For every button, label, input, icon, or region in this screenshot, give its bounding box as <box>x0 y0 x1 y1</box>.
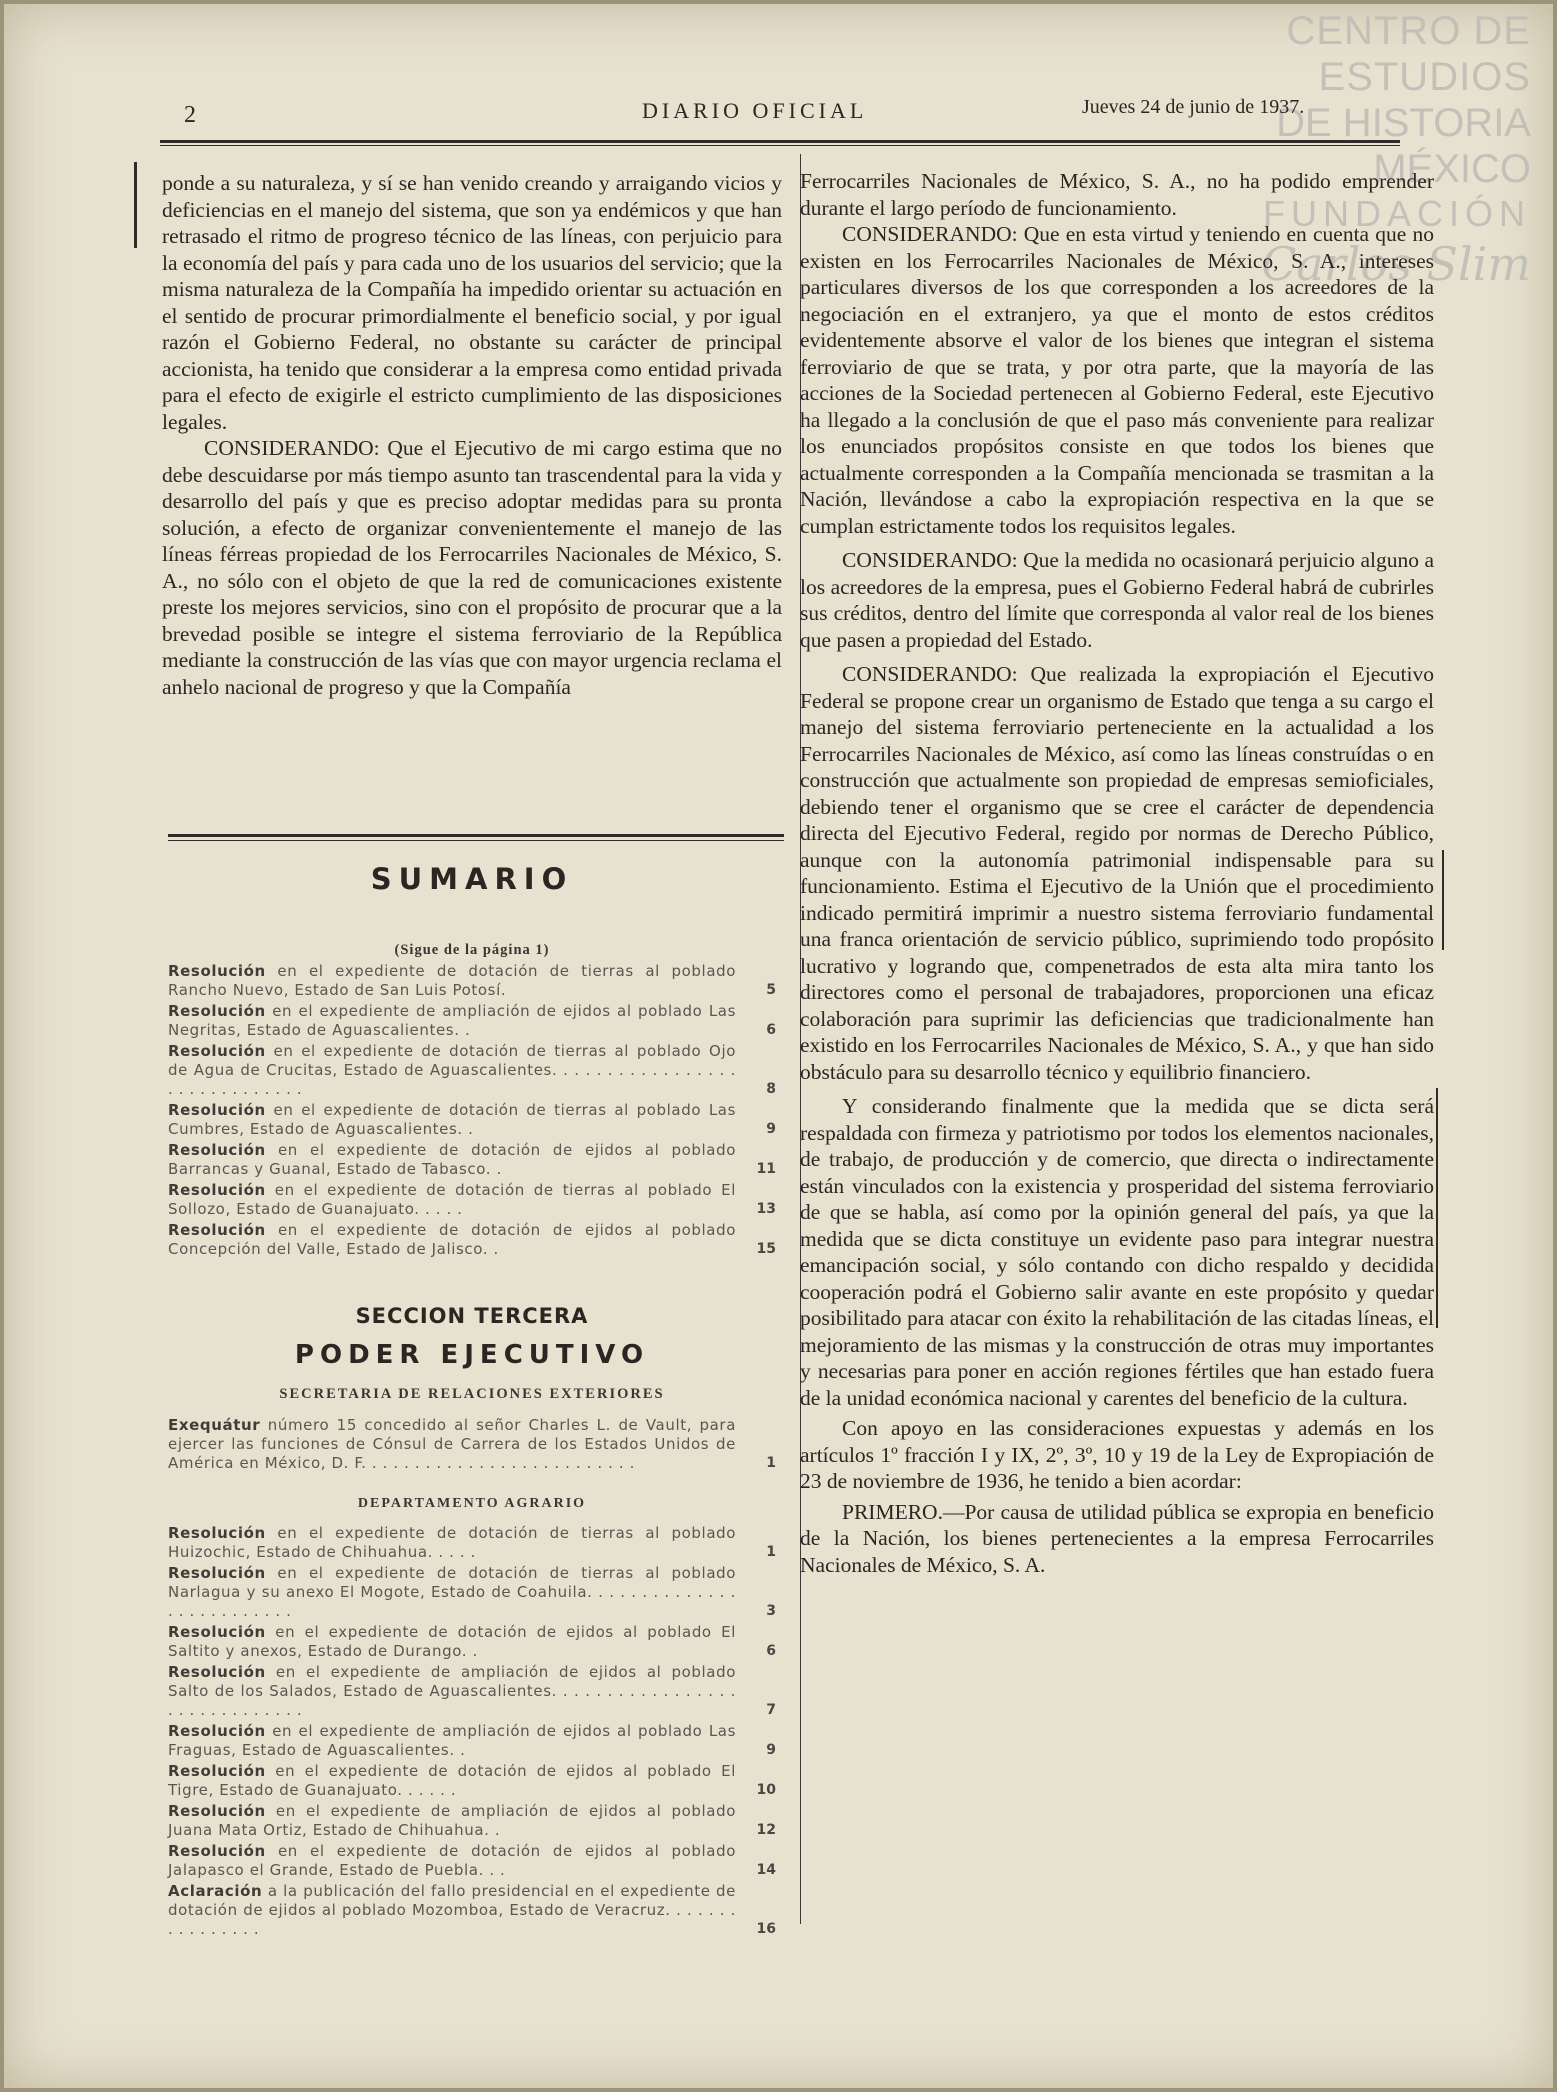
sumario-item: Resolución en el expediente de dotación de tierras al poblado Rancho Nuevo, Estado de San Luis Potosí. 5 <box>168 962 776 999</box>
sumario-item: Exequátur número 15 concedido al señor Charles L. de Vault, para ejercer las funciones de Cónsul de Carrera de los Estados Unidos de América en México, D. F. . . . . . . . . . . . . . . . . . . . . . . . . . 1 <box>168 1416 776 1472</box>
body-paragraph: Con apoyo en las consideraciones expuestas y además en los artículos 1º fracción I y IX, 2º, 3º, 10 y 19 de la Ley de Expropiación de 23 de noviembre de 1936, he tenido a bien acordar: <box>800 1416 1434 1493</box>
body-paragraph: CONSIDERANDO: Que el Ejecutivo de mi cargo estima que no debe descuidarse por más tiempo asunto tan trascendental para la vida y desarrollo del país y que es preciso adoptar medidas para su pronta solución, a efecto de organizar convenientemente el manejo de las líneas férreas propiedad de los Ferrocarriles Nacionales de México, S. A., no sólo con el objeto de que la red de comunicaciones existente preste los mejores servicios, sino con el propósito de procurar que a la brevedad posible se integre el sistema ferroviario de la República mediante la construcción de las vías que con mayor urgencia reclama el anhelo nacional de progreso y que la Compañía <box>162 436 782 699</box>
sumario-item: Resolución en el expediente de dotación de ejidos al poblado Barrancas y Guanal, Estado de Tabasco. . 11 <box>168 1141 776 1178</box>
watermark-line: CENTRO DE <box>1286 9 1531 53</box>
header-rule <box>160 140 1400 143</box>
watermark-line: ESTUDIOS <box>1318 55 1531 99</box>
sumario-list <box>168 962 776 1261</box>
body-paragraph: CONSIDERANDO: Que la medida no ocasionará perjuicio alguno a los acreedores de la empresa, pues el Gobierno Federal habrá de cubrirles sus créditos, dentro del límite que corresponda al valor real de los bienes que pasen a propiedad del Estado. <box>800 548 1434 652</box>
newspaper-title: DIARIO OFICIAL <box>642 98 868 123</box>
sumario-item: Resolución en el expediente de dotación de tierras al poblado Ojo de Agua de Crucitas, Estado de Aguascalientes. . . . . . . . . . . . . . . . . . . . . . . . . . . . . . 8 <box>168 1042 776 1098</box>
body-paragraph: CONSIDERANDO: Que en esta virtud y teniendo en cuenta que no existen en los Ferrocarriles Nacionales de México, S. A., intereses particulares diversos de los que corresponden a los acreedores de la negociación en el extranjero, ya que el monto de estos créditos evidentemente absorve el valor de los bienes que integran el sistema ferroviario de que se trata, y por otra parte, que la mayoría de las acciones de la Sociedad pertenecen al Gobierno Federal, este Ejecutivo ha llegado a la conclusión de que el paso más conveniente para realizar los enunciados propósitos consiste en que todos los bienes que actualmente corresponden a la Compañía mencionada se trasmitan a la Nación, llevándose a cabo la expropiación respectiva en la que se cumplan estrictamente todos los requisitos legales. <box>800 222 1434 538</box>
sumario-item: Resolución en el expediente de dotación de ejidos al poblado El Saltito y anexos, Estado de Durango. . 6 <box>168 1623 776 1660</box>
section-heading: SECCION TERCERA <box>355 1304 589 1328</box>
sumario-item: Resolución en el expediente de ampliación de ejidos al poblado Salto de los Salados, Estado de Aguascalientes. . . . . . . . . . . . . . . . . . . . . . . . . . . . . . 7 <box>168 1663 776 1719</box>
left-column <box>162 170 782 700</box>
sumario-item: Resolución en el expediente de dotación de tierras al poblado El Sollozo, Estado de Guanajuato. . . . . 13 <box>168 1181 776 1218</box>
body-paragraph: Ferrocarriles Nacionales de México, S. A., no ha podido emprender durante el largo período de funcionamiento. <box>800 169 1434 220</box>
margin-pencil-mark <box>134 162 137 248</box>
sumario-item: Resolución en el expediente de ampliación de ejidos al poblado Las Negritas, Estado de Aguascalientes. . 6 <box>168 1002 776 1039</box>
issue-date: Jueves 24 de junio de 1937. <box>1082 96 1305 118</box>
margin-pencil-mark <box>1442 850 1444 950</box>
sumario-rule-thin <box>168 840 784 841</box>
sumario-title: SUMARIO <box>370 862 574 896</box>
sumario-rule <box>168 834 784 837</box>
watermark-line: DE HISTORIA <box>1276 101 1531 145</box>
right-column <box>800 168 1434 1578</box>
body-paragraph: Y considerando finalmente que la medida que se dicta será respaldada con firmeza y patriotismo por todos los elementos nacionales, de trabajo, de producción y de comercio, que directa o indirectamente están vinculados con la existencia y prosperidad del sistema ferroviario de que se habla, así como por la opinión general del país, ya que la medida que se dicta constituye un evidente paso para integrar nuestra emancipación social, y sólo contando con dicho respaldo y decidida cooperación podrá el Gobierno salir avante en este propósito y quedar posibilitado para atacar con éxito la rehabilitación de las citadas líneas, el mejoramiento de las mismas y la construcción de otras muy importantes y necesarias para poner en acción regiones fértiles que han estado fuera de la unidad económica nacional y carentes del beneficio de la cultura. <box>800 1094 1434 1410</box>
watermark-line: FUNDACIÓN <box>1263 193 1531 234</box>
page-header <box>152 94 1392 128</box>
watermark-signature: Carlos Slim <box>1261 237 1531 291</box>
sumario-item: Resolución en el expediente de dotación de ejidos al poblado Concepción del Valle, Estado de Jalisco. . 15 <box>168 1221 776 1258</box>
body-paragraph: CONSIDERANDO: Que realizada la expropiación el Ejecutivo Federal se propone crear un organismo de Estado que tenga a su cargo el manejo del sistema ferroviario perteneciente en la actualidad a los Ferrocarriles Nacionales de México, así como las líneas construídas o en construcción que actualmente son propiedad de empresas semioficiales, debiendo tener el organismo que se cree el carácter de dependencia directa del Ejecutivo Federal, regido por normas de Derecho Público, aunque con la autonomía patrimonial indispensable para su funcionamiento. Estima el Ejecutivo de la Unión que el procedimiento indicado permitirá imprimir a nuestro sistema ferroviario fundamental una franca orientación de servicio público, suprimiendo todo propósito lucrativo y logrando que, compenetrados de esta alta mira tanto los directores como el personal de trabajadores, proporcionen una eficaz colaboración para suprimir las deficiencias que tradicionalmente han existido en los Ferrocarriles Nacionales de México, S. A., y que han sido obstáculo para su desarrollo técnico y equilibrio financiero. <box>800 662 1434 1084</box>
department-heading: DEPARTAMENTO AGRARIO <box>357 1496 587 1511</box>
sumario-item: Resolución en el expediente de dotación de ejidos al poblado El Tigre, Estado de Guanajuato. . . . . . 10 <box>168 1762 776 1799</box>
body-paragraph: ponde a su naturaleza, y sí se han venido creando y arraigando vicios y deficiencias en el manejo del sistema, que son ya endémicos y que han retrasado el ritmo de progreso técnico de las líneas, con perjuicio para la economía del país y para cada uno de los usuarios del servicio; que la misma naturaleza de la Compañía ha impedido orientar su actuación en el sentido de procurar primordialmente el beneficio social, y por igual razón el Gobierno Federal, no obstante su carácter de principal accionista, ha tenido que considerar a la empresa como entidad privada para el efecto de exigirle el estricto cumplimiento de las disposiciones legales. <box>162 171 782 434</box>
body-paragraph: PRIMERO.—Por causa de utilidad pública se expropia en beneficio de la Nación, los bienes pertenecientes a la empresa Ferrocarriles Nacionales de México, S. A. <box>800 1499 1434 1577</box>
margin-pencil-mark <box>1436 1088 1438 1328</box>
sumario-item: Resolución en el expediente de dotación de tierras al poblado Huizochic, Estado de Chihuahua. . . . . 1 <box>168 1524 776 1561</box>
sumario-item: Resolución en el expediente de dotación de ejidos al poblado Jalapasco el Grande, Estado de Puebla. . . 14 <box>168 1842 776 1879</box>
sumario-item: Resolución en el expediente de ampliación de ejidos al poblado Las Fraguas, Estado de Aguascalientes. . 9 <box>168 1722 776 1759</box>
newspaper-page <box>4 4 1553 2088</box>
sumario-subtitle: (Sigue de la página 1) <box>394 942 550 958</box>
department-list <box>168 1524 776 1941</box>
sumario-item: Resolución en el expediente de dotación de tierras al poblado Narlagua y su anexo El Mogote, Estado de Coahuila. . . . . . . . . . . . . . . . . . . . . . . . . . 3 <box>168 1564 776 1620</box>
sumario-item: Aclaración a la publicación del fallo presidencial en el expediente de dotación de ejidos al poblado Mozomboa, Estado de Veracruz. . . . . . . . . . . . . . . . 16 <box>168 1882 776 1938</box>
watermark-line: MÉXICO <box>1373 147 1531 191</box>
header-rule-thin <box>160 145 1400 146</box>
ministry-heading: SECRETARIA DE RELACIONES EXTERIORES <box>279 1386 665 1402</box>
ministry-list <box>168 1416 776 1475</box>
sumario-item: Resolución en el expediente de dotación de tierras al poblado Las Cumbres, Estado de Aguascalientes. . 9 <box>168 1101 776 1138</box>
sumario-item: Resolución en el expediente de ampliación de ejidos al poblado Juana Mata Ortiz, Estado de Chihuahua. . 12 <box>168 1802 776 1839</box>
page-number: 2 <box>184 102 196 128</box>
power-heading: PODER EJECUTIVO <box>294 1340 650 1370</box>
